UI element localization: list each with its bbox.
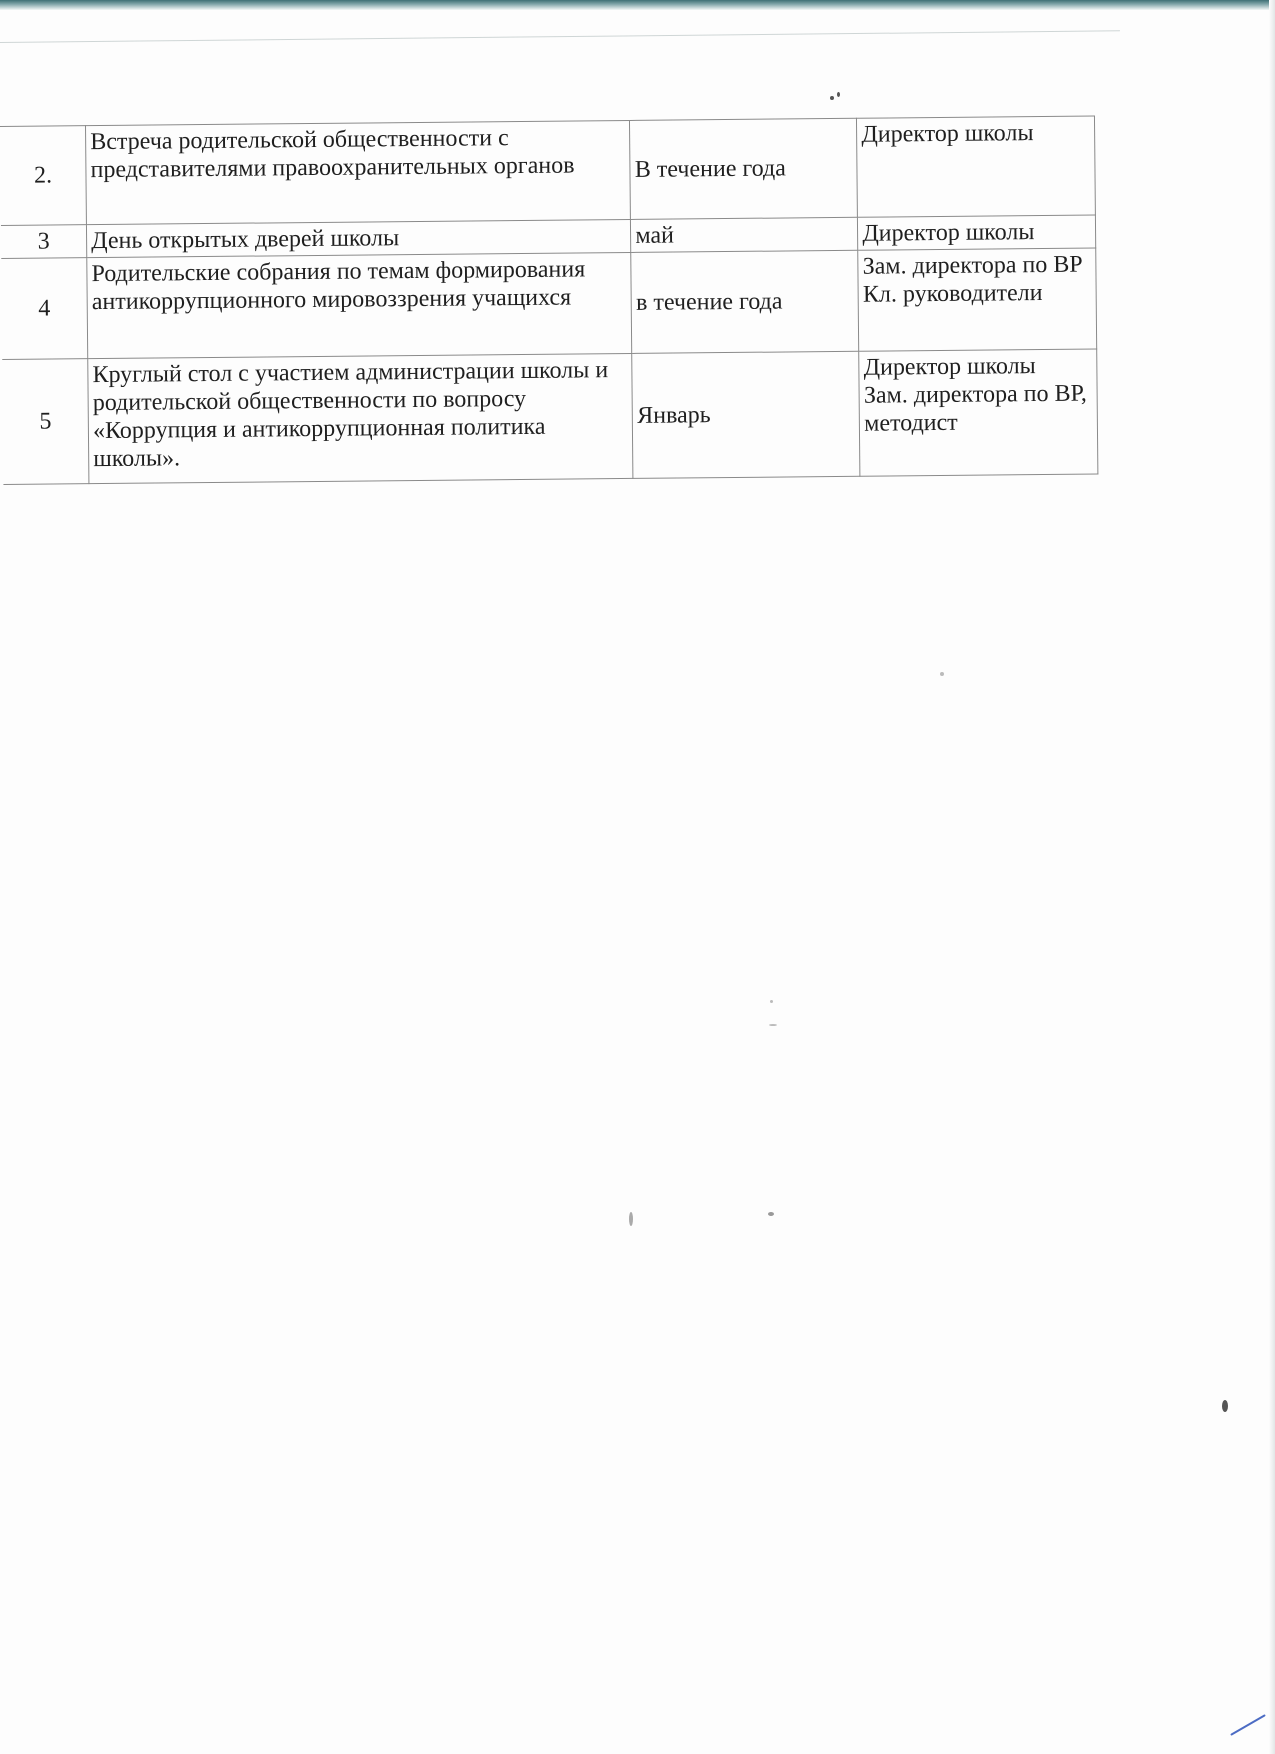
scan-speck: [837, 92, 840, 97]
responsible-cell: [857, 116, 1096, 217]
term-cell: в течение года: [631, 250, 859, 353]
responsible-cell: [859, 349, 1098, 476]
event-cell: Круглый стол с участием администрации школы и родительской общественности по вопросу «Коррупция и антикоррупционная политика школы».: [88, 353, 633, 483]
table-row: [1, 248, 1096, 360]
term-cell: Январь: [632, 351, 860, 478]
scan-right-shadow: [1269, 0, 1275, 1754]
responsible-line: Директор школы: [863, 353, 1036, 381]
table-row: [0, 116, 1095, 226]
scan-speck: [1230, 1714, 1266, 1736]
event-cell: Родительские собрания по темам формирования антикоррупционного мировоззрения учащихся: [87, 252, 632, 358]
responsible-cell: [858, 248, 1097, 351]
term-cell: май: [631, 217, 858, 252]
term-cell: В течение года: [630, 118, 858, 219]
plan-table: [0, 115, 1098, 484]
row-number: 5: [2, 359, 89, 485]
scan-speck: [629, 1212, 633, 1226]
scan-speck: [1222, 1400, 1228, 1412]
scan-speck: [940, 672, 944, 676]
responsible-line: Директор школы: [861, 120, 1034, 148]
row-number: 3: [1, 225, 87, 259]
scan-speck: [768, 1212, 774, 1216]
row-number: 4: [1, 258, 88, 360]
scan-speck: [830, 96, 834, 100]
row-number: 2.: [0, 126, 87, 226]
event-cell: Встреча родительской общественности с представителями правоохранительных органов: [86, 120, 631, 224]
scan-top-edge: [0, 0, 1275, 10]
scan-speck: [769, 1024, 777, 1026]
scan-speck: [770, 1000, 773, 1003]
responsible-cell: [858, 215, 1096, 250]
event-cell: День открытых дверей школы: [87, 219, 632, 257]
table-row: [2, 349, 1098, 485]
responsible-line: Директор школы: [862, 219, 1035, 247]
responsible-line: Зам. директора по ВР, методист: [863, 380, 1087, 437]
plan-table-wrapper: [0, 115, 1098, 484]
responsible-line: Зам. директора по ВР: [862, 251, 1083, 280]
scan-fold-line: [0, 30, 1120, 43]
responsible-line: Кл. руководители: [862, 280, 1043, 308]
